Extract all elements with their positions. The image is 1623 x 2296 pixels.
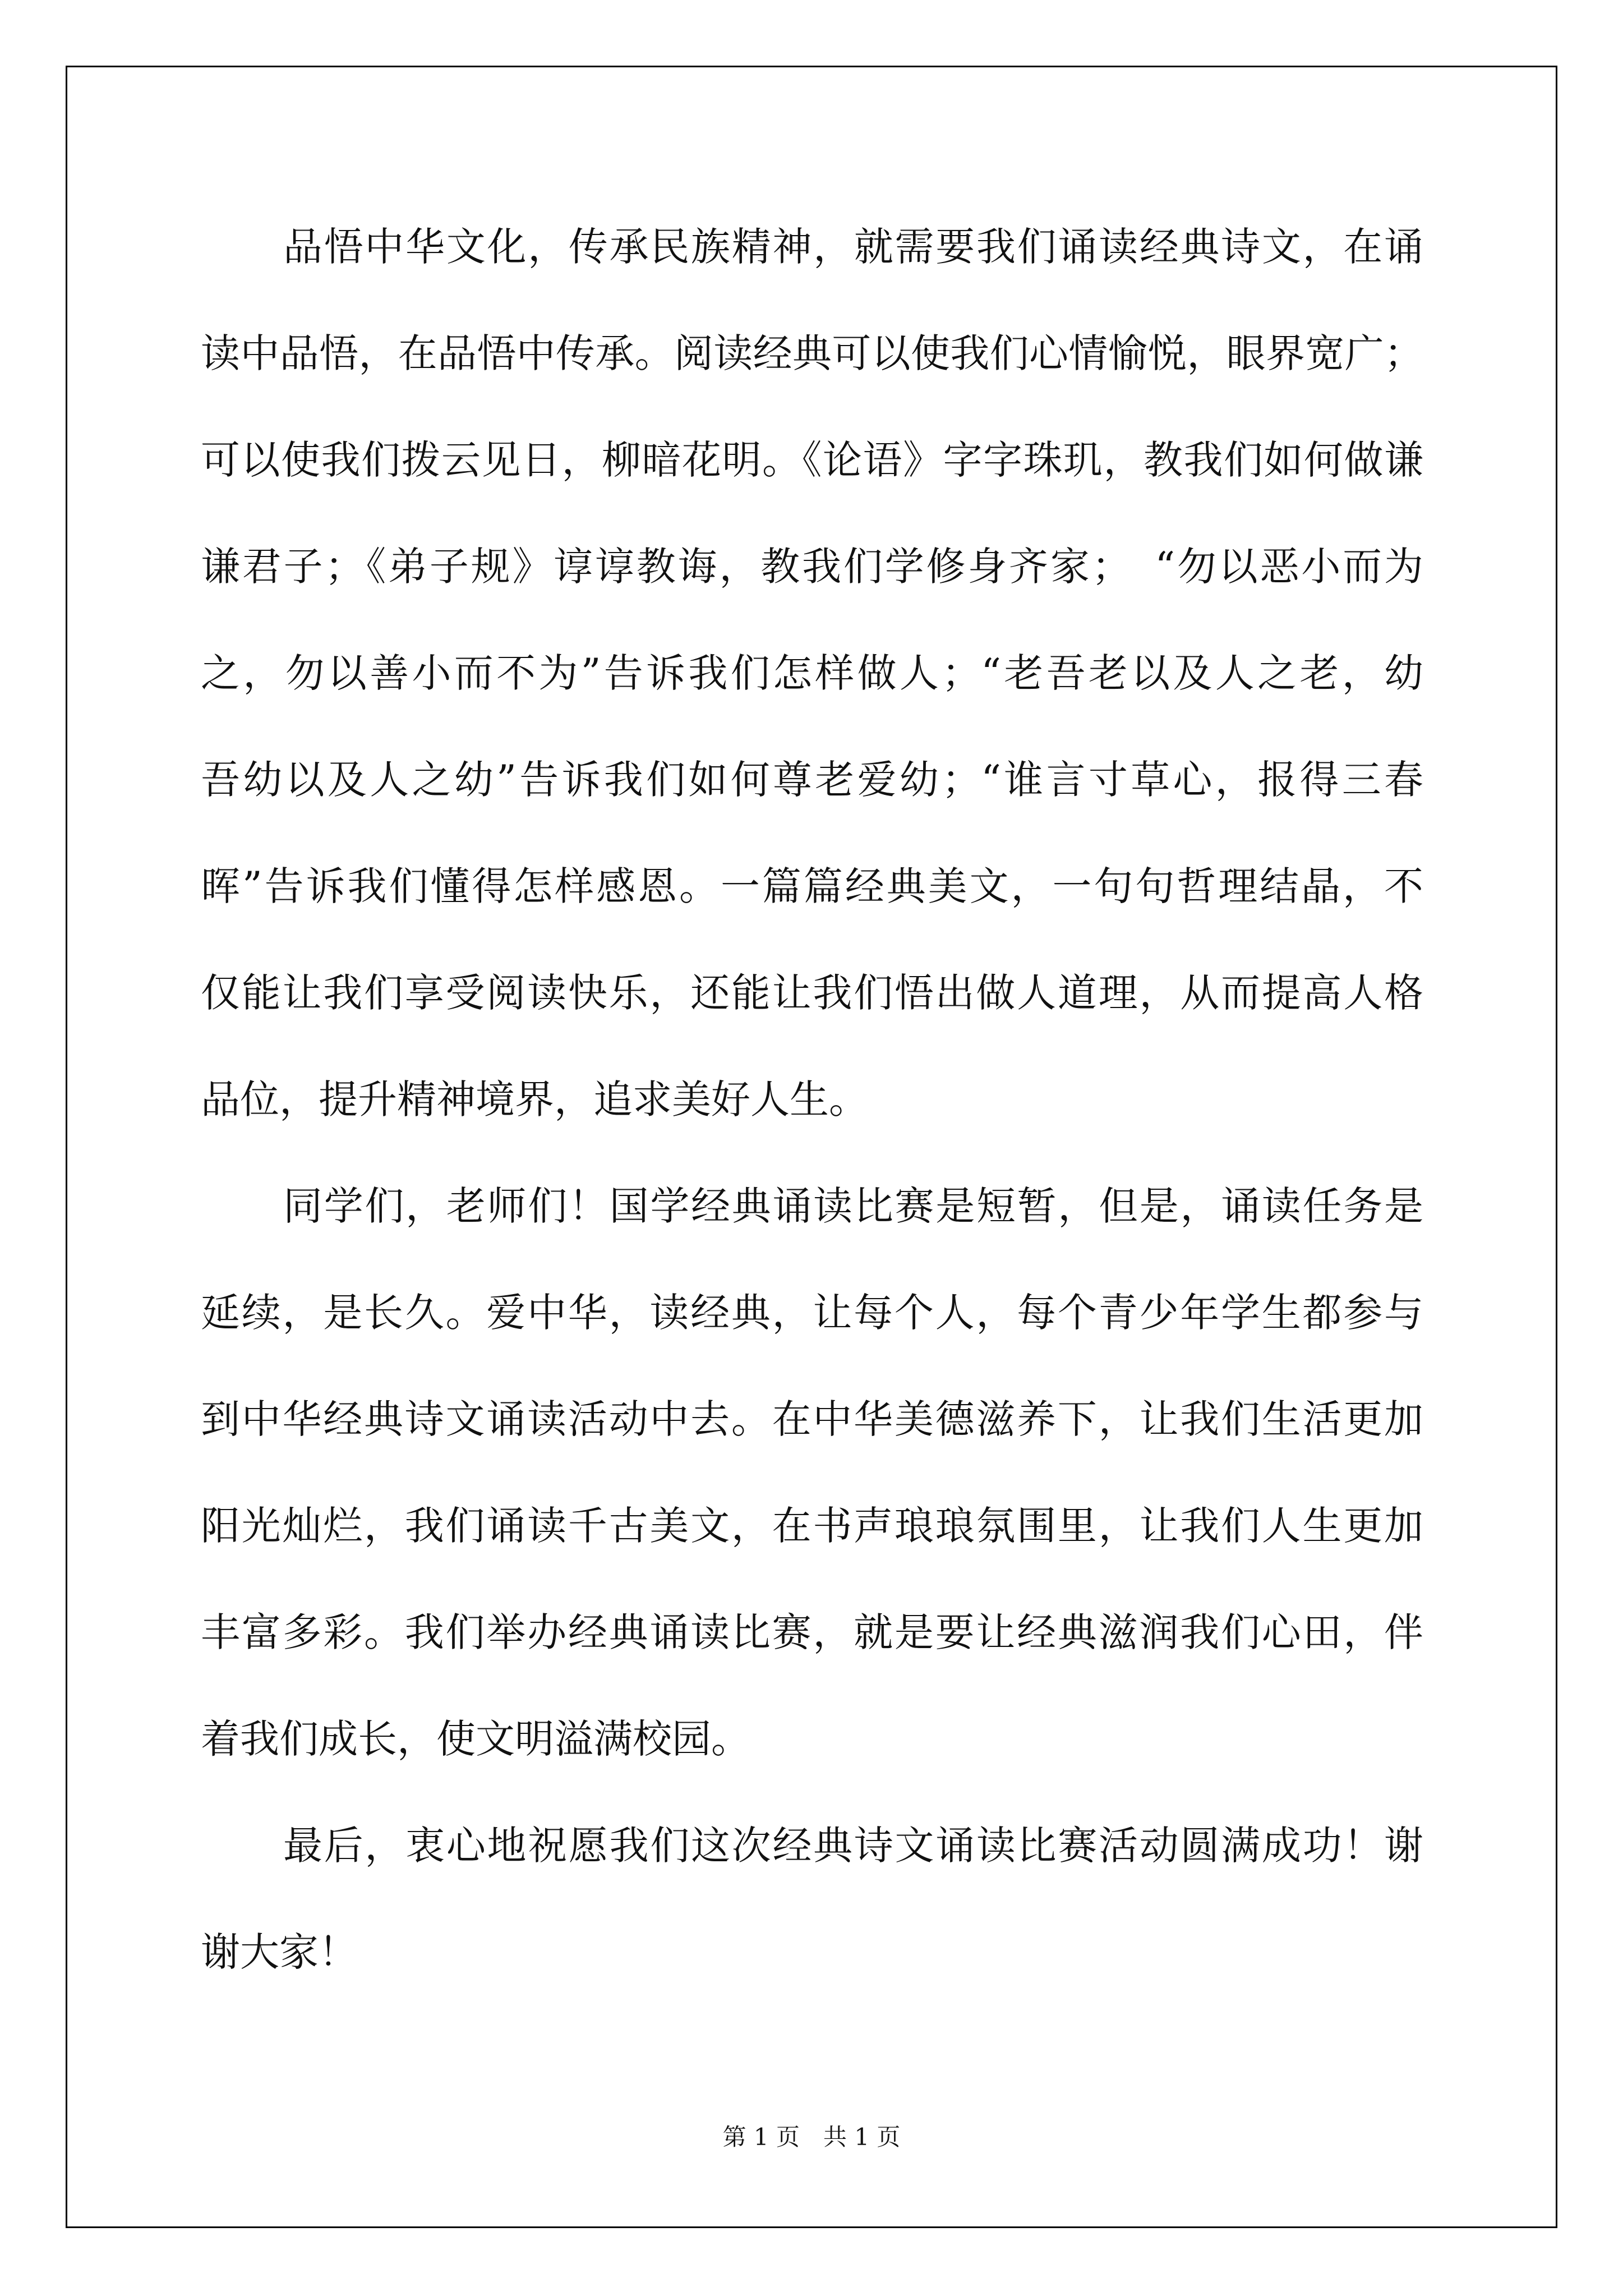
paragraph-1-line: 吾幼以及人之幼”告诉我们如何尊老爱幼；“谁言寸草心，报得三春 bbox=[201, 757, 1423, 803]
paragraph-1-line: 品悟中华文化，传承民族精神，就需要我们诵读经典诗文，在诵 bbox=[283, 224, 1423, 270]
page-border bbox=[66, 66, 1557, 2228]
paragraph-2-line: 丰富多彩。我们举办经典诵读比赛，就是要让经典滋润我们心田，伴 bbox=[201, 1609, 1423, 1655]
paragraph-2-line: 延续，是长久。爱中华，读经典，让每个人，每个青少年学生都参与 bbox=[201, 1290, 1423, 1336]
paragraph-1-line: 品位，提升精神境界，追求美好人生。 bbox=[201, 1076, 868, 1122]
page-footer: 第 1 页 共 1 页 bbox=[722, 2123, 901, 2151]
paragraph-1-line: 读中品悟，在品悟中传承。阅读经典可以使我们心情愉悦，眼界宽广； bbox=[201, 330, 1423, 376]
paragraph-1-line: 可以使我们拨云见日，柳暗花明。《论语》字字珠玑，教我们如何做谦 bbox=[201, 437, 1423, 483]
paragraph-3-line: 谢大家！ bbox=[201, 1929, 358, 1975]
paragraph-2-line: 着我们成长，使文明溢满校园。 bbox=[201, 1716, 750, 1762]
paragraph-2-line: 到中华经典诗文诵读活动中去。在中华美德滋养下，让我们生活更加 bbox=[201, 1396, 1423, 1442]
paragraph-3-line: 最后，衷心地祝愿我们这次经典诗文诵读比赛活动圆满成功！谢 bbox=[283, 1823, 1423, 1869]
paragraph-2-line: 阳光灿烂，我们诵读千古美文，在书声琅琅氛围里，让我们人生更加 bbox=[201, 1503, 1423, 1549]
paragraph-2-line: 同学们，老师们！国学经典诵读比赛是短暂，但是，诵读任务是 bbox=[283, 1183, 1423, 1229]
paragraph-1-line: 谦君子；《弟子规》谆谆教诲，教我们学修身齐家； “勿以恶小而为 bbox=[201, 544, 1423, 590]
paragraph-1-line: 仅能让我们享受阅读快乐，还能让我们悟出做人道理，从而提高人格 bbox=[201, 970, 1423, 1016]
paragraph-1-line: 之，勿以善小而不为”告诉我们怎样做人；“老吾老以及人之老，幼 bbox=[201, 650, 1423, 696]
paragraph-1-line: 晖”告诉我们懂得怎样感恩。一篇篇经典美文，一句句哲理结晶，不 bbox=[201, 863, 1423, 909]
